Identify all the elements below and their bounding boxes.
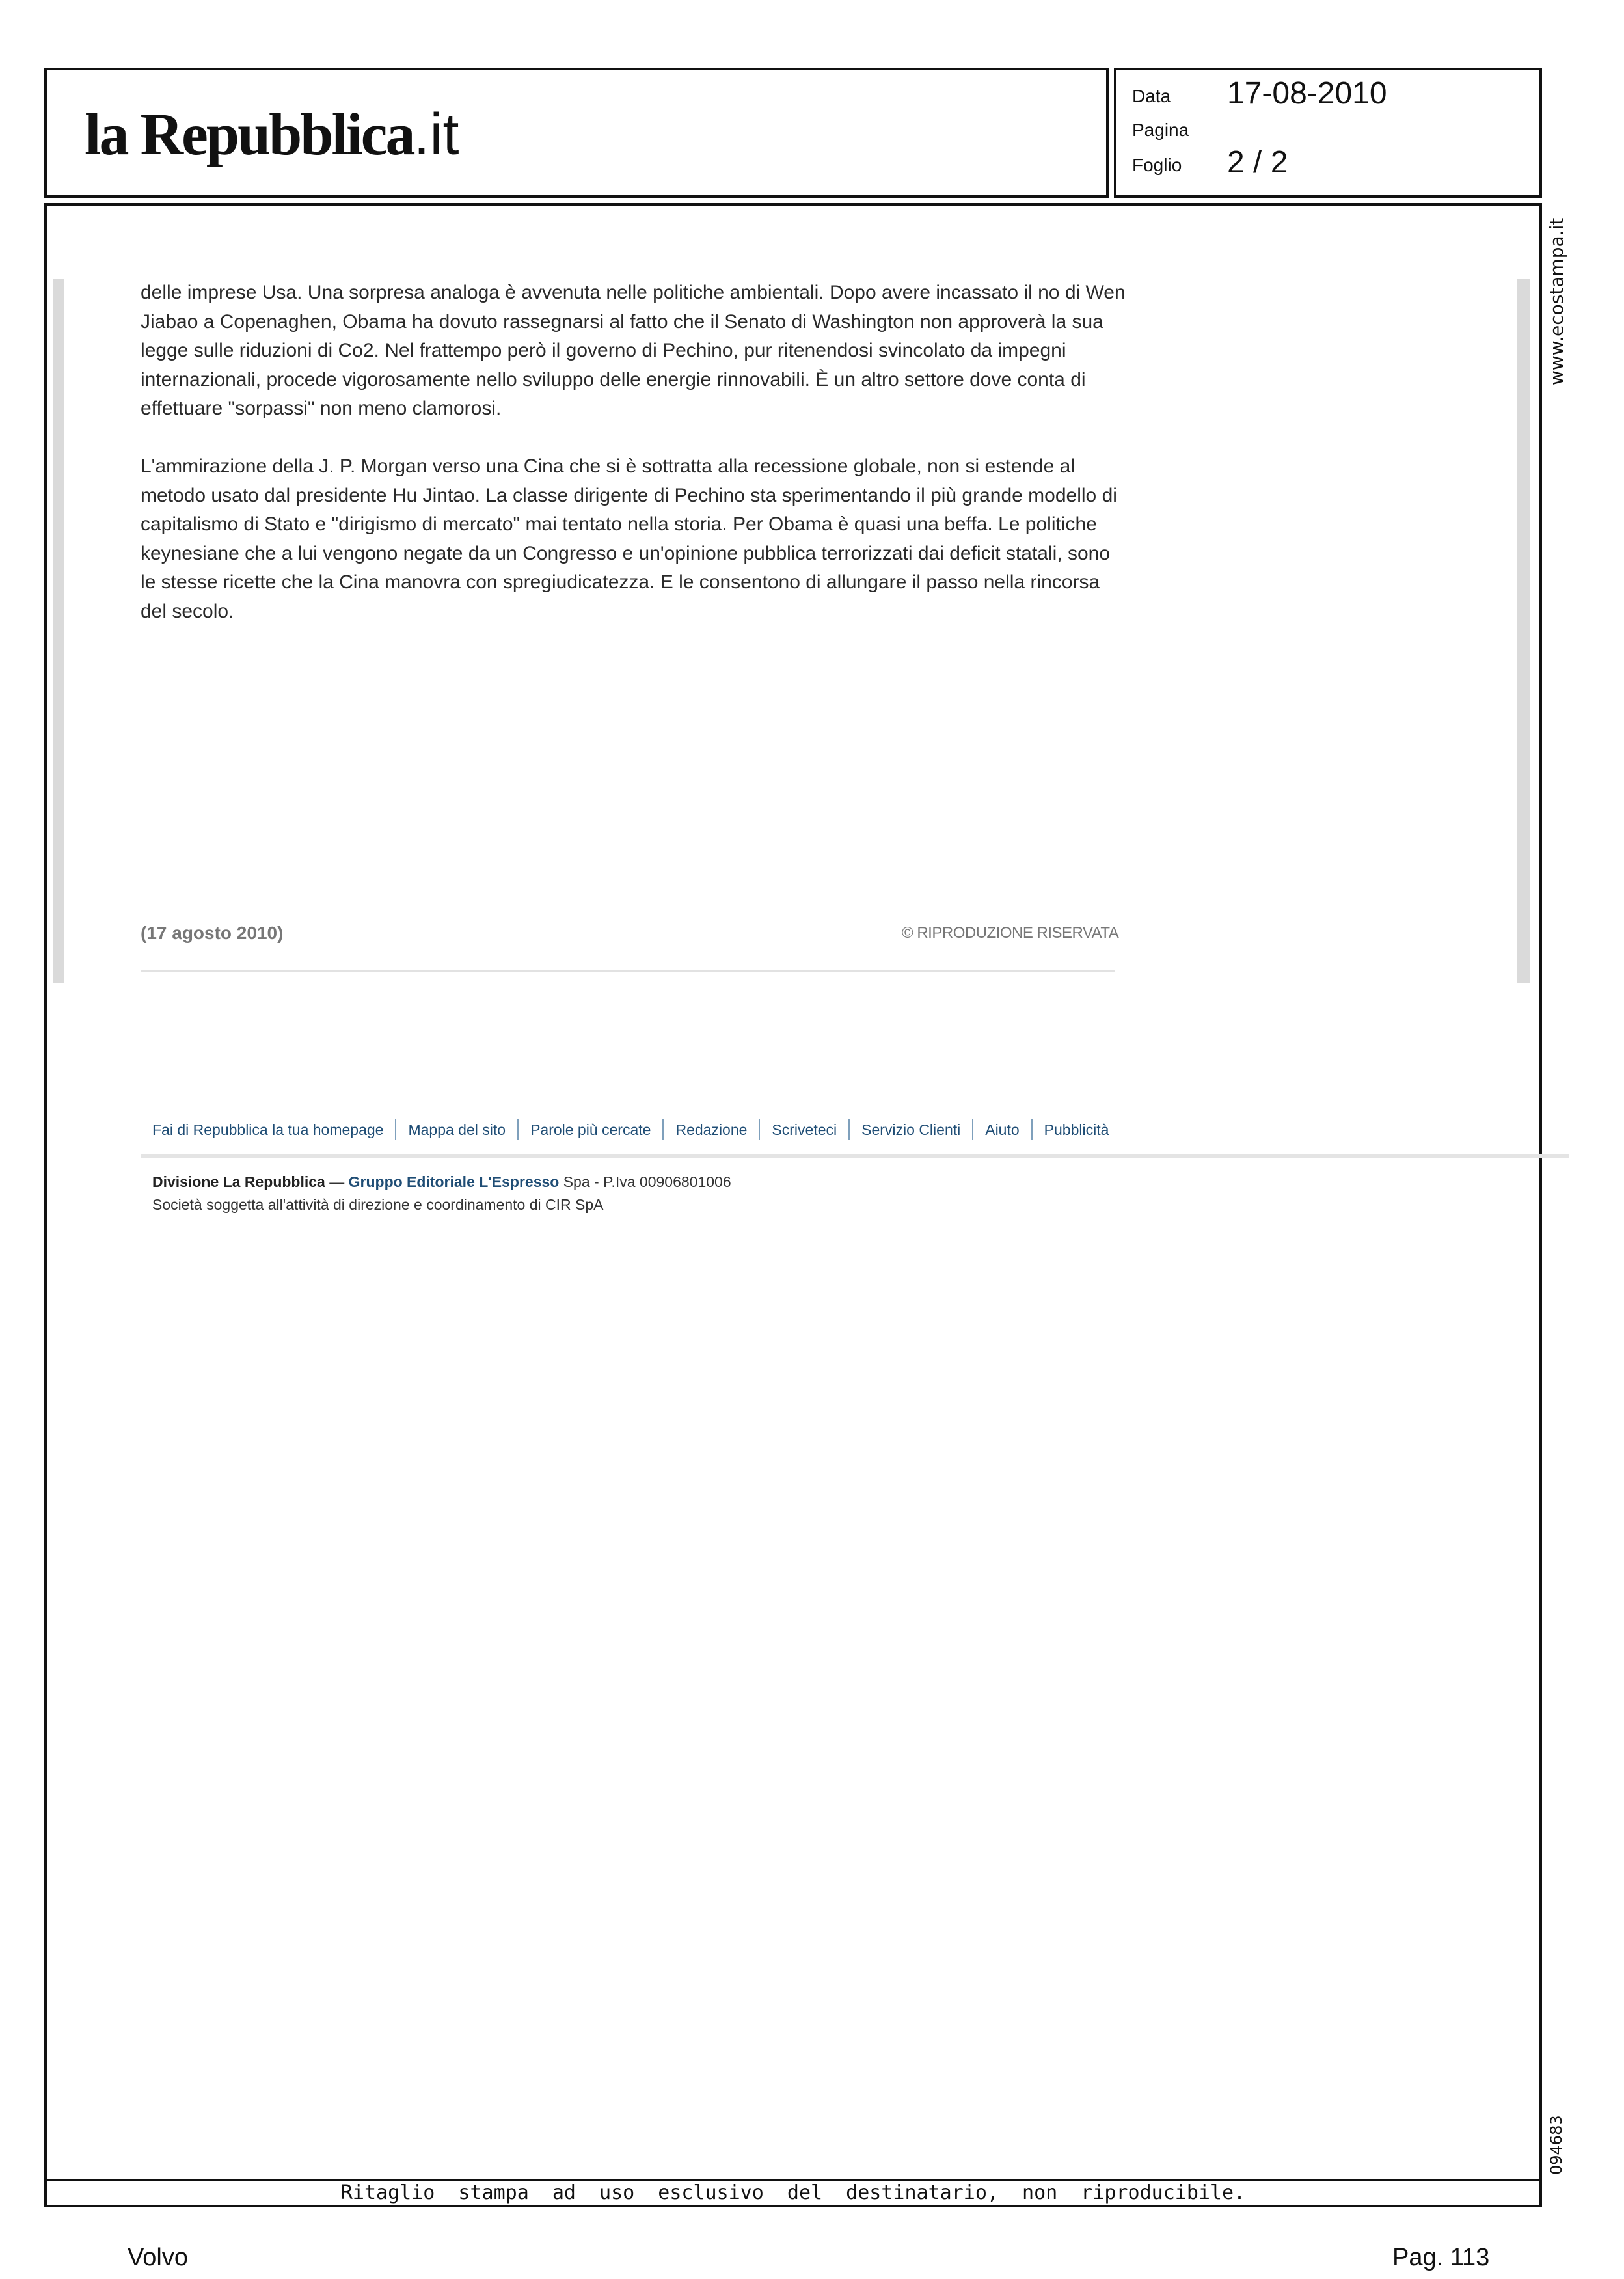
pagina-label: Pagina (1132, 120, 1189, 140)
corporate-info (152, 1173, 731, 1191)
dash: — (325, 1173, 349, 1190)
foglio-value: 2 / 2 (1227, 145, 1288, 180)
footer-nav (152, 1119, 1120, 1140)
foglio-label: Foglio (1132, 155, 1182, 175)
logo-main: la Repubblica (85, 101, 414, 167)
article-paragraph: L'ammirazione della J. P. Morgan verso una Cina che si è sottratta alla recessione globale, non si estende al metodo usato dal presidente Hu Jintao. La classe dirigente di Pechino sta sperimentando il più grande modello di capitalismo di Stato e "dirigismo di mercato" mai tentato nella storia. Per Obama è quasi una beffa. Le politiche keynesiane che a lui vengono negate da un Congresso e un'opinione pubblica terrorizzati dai deficit statali, sono le stesse ricette che la Cina manovra con spregiudicatezza. E le consentono di allungare il passo nella rincorsa del secolo. (141, 456, 1117, 622)
article-panel (53, 279, 1530, 1213)
footer-link-editorial[interactable]: Redazione (662, 1119, 759, 1140)
masthead-box (44, 68, 1109, 198)
copyright-notice: © RIPRODUZIONE RISERVATA (902, 924, 1119, 942)
division-name: Divisione La Repubblica (152, 1173, 325, 1190)
footer-link-advertising[interactable]: Pubblicità (1031, 1119, 1121, 1140)
group-link[interactable]: Gruppo Editoriale L'Espresso (348, 1173, 560, 1190)
footer-link-help[interactable]: Aiuto (972, 1119, 1031, 1140)
footer-divider (141, 1154, 1569, 1158)
footer-link-homepage[interactable]: Fai di Repubblica la tua homepage (152, 1121, 384, 1138)
article-date: (17 agosto 2010) (141, 923, 284, 943)
footer-link-top-searches[interactable]: Parole più cercate (517, 1119, 662, 1140)
article-paragraph: delle imprese Usa. Una sorpresa analoga è avvenuta nelle politiche ambientali. Dopo avere incassato il no di Wen Jiabao a Copenaghen, Obama ha dovuto rassegnarsi al fatto che il Senato di Washington non approverà la sua legge sulle riduzioni di Co2. Nel frattempo però il governo di Pechino, pur ritenendosi svincolato da impegni internazionali, procede vigorosamente nello sviluppo delle energie rinnovabili. È un altro settore dove conta di effettuare "sorpassi" non meno clamorosi. (141, 282, 1126, 419)
footer-link-sitemap[interactable]: Mappa del sito (395, 1119, 517, 1140)
clipping-code: 094683 (1547, 2115, 1565, 2175)
data-value: 17-08-2010 (1227, 76, 1387, 111)
logo-suffix: .it (413, 102, 459, 167)
data-label: Data (1132, 86, 1171, 106)
clipping-meta-box (1114, 68, 1542, 198)
ecostampa-url: www.ecostampa.it (1546, 217, 1567, 385)
page-number: Pag. 113 (1392, 2244, 1490, 2271)
vat-number: Spa - P.Iva 00906801006 (559, 1173, 731, 1190)
disclaimer-rule (44, 2179, 1542, 2181)
footer-link-contact[interactable]: Scriveteci (759, 1119, 848, 1140)
footer-link-customer-service[interactable]: Servizio Clienti (848, 1119, 972, 1140)
client-name: Volvo (128, 2244, 188, 2271)
disclaimer-text: Ritaglio stampa ad uso esclusivo del destinatario, non riproducibile. (340, 2181, 1246, 2204)
repubblica-logo (85, 101, 459, 167)
divider (141, 970, 1115, 972)
company-note: Società soggetta all'attività di direzione e coordinamento di CIR SpA (152, 1196, 604, 1213)
